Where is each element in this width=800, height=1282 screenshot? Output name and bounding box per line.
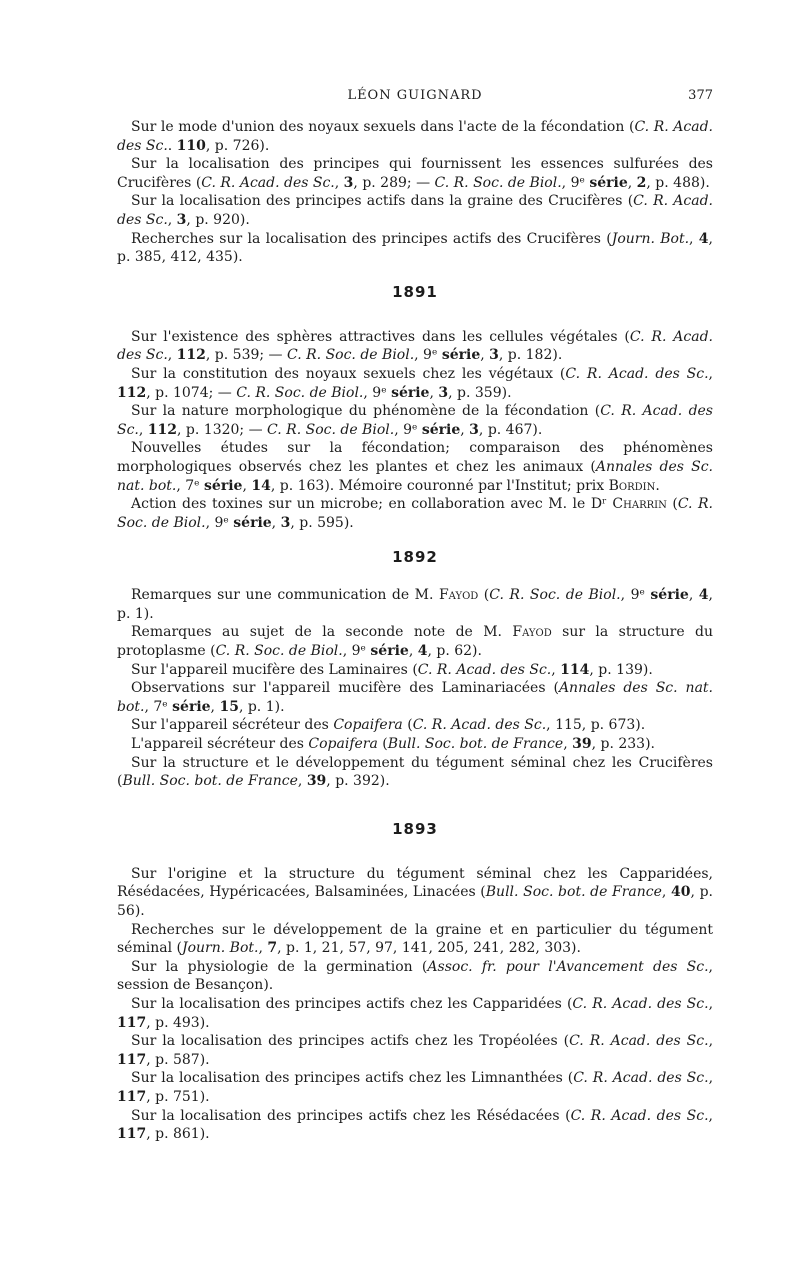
entry-text: ,: [460, 421, 470, 438]
journal-title: Copaifera: [333, 717, 403, 734]
volume-number: 14: [251, 477, 271, 494]
section-1893: [117, 820, 713, 1144]
journal-title: C. R. Acad. des Sc.: [201, 174, 335, 191]
entry-text: , session de Besançon).: [117, 958, 713, 994]
entry-text: , p. 1074; —: [146, 384, 237, 401]
volume-number: 4: [417, 643, 428, 660]
section-1891: [117, 283, 713, 533]
bibliography-entry: [117, 921, 713, 958]
journal-title: C. R. Acad. des Sc.: [565, 365, 709, 382]
volume-number: 7: [267, 940, 278, 957]
journal-title: C. R. Acad. des Sc.: [117, 119, 714, 154]
volume-number: 2: [636, 174, 647, 191]
entry-text: , 9ᵉ: [561, 174, 590, 191]
volume-number: 3: [343, 174, 354, 191]
journal-title: C. R. Acad. des Sc.: [572, 995, 709, 1012]
entry-text: ,: [708, 1033, 714, 1050]
entry-text: ,: [627, 174, 637, 191]
running-head: LÉON GUIGNARD: [347, 88, 483, 103]
entry-text: ,: [167, 211, 177, 228]
volume-number: 117: [117, 1051, 147, 1068]
journal-title: Bull. Soc. bot. de France: [122, 773, 298, 790]
entries-top: [117, 118, 713, 267]
bibliography-entry: [117, 661, 713, 680]
volume-number: 3: [469, 421, 479, 438]
entry-text: , p. 182).: [498, 347, 563, 364]
entry-text: ,: [688, 587, 699, 604]
entry-text: , p. 289; —: [353, 174, 435, 191]
volume-number: 3: [489, 347, 499, 364]
journal-title: C. R. Soc. de Biol.: [267, 421, 395, 438]
bibliography-entry: [117, 586, 713, 623]
bibliography-entry: [117, 230, 713, 267]
volume-number: série: [421, 421, 461, 438]
entry-text: , p. 385, 412, 435).: [117, 230, 713, 266]
journal-title: Annales des Sc. nat. bot.: [117, 458, 713, 494]
volume-number: série: [650, 587, 689, 604]
volume-number: 117: [117, 1126, 147, 1143]
entry-text: ,: [661, 884, 672, 901]
year-heading: 1892: [392, 548, 438, 567]
page-number: 377: [688, 88, 713, 103]
entry-text: , p. 392).: [326, 773, 390, 790]
entry-text: ,: [708, 1070, 714, 1087]
entry-text: (: [377, 736, 388, 753]
entry-text: ,: [689, 230, 699, 247]
bibliography-entry: [117, 754, 713, 791]
journal-title: Annales des Sc. nat. bot.: [117, 680, 713, 715]
entry-text: Sur l'origine et la structure du tégument séminal chez les Capparidées, Résédacées, Hypéricacées, Balsaminées, Linacées (: [117, 865, 713, 901]
journal-title: C. R. Acad. des Sc.: [412, 717, 547, 734]
volume-number: 3: [280, 514, 291, 531]
entry-text: , p. 1320; —: [177, 421, 268, 438]
volume-number: 112: [176, 347, 206, 364]
journal-title: C. R. Soc. de Biol.: [117, 496, 713, 531]
entry-text: sur la structure du protoplasme (: [117, 624, 713, 660]
bibliography-entry: [117, 1032, 713, 1069]
entry-text: ,: [551, 661, 561, 678]
entry-text: , p. 861).: [146, 1126, 210, 1143]
volume-number: 114: [560, 661, 590, 678]
volume-number: 3: [438, 384, 449, 401]
entry-text: , p. 139).: [589, 661, 653, 678]
volume-number: série: [441, 347, 481, 364]
entry-text: ,: [334, 174, 344, 191]
bibliography-entry: [117, 995, 713, 1032]
entry-text: Recherches sur la localisation des principes actifs des Crucifères (: [131, 230, 612, 247]
bibliography-entry: [117, 958, 713, 995]
bibliography-entry: [117, 495, 713, 532]
entry-text: ,: [167, 347, 177, 364]
entry-text: , p. 751).: [146, 1088, 210, 1105]
bibliography-entry: [117, 328, 713, 365]
entry-text: Sur la nature morphologique du phénomène de la fécondation (: [131, 403, 601, 420]
entry-text: Sur la localisation des principes actifs chez les Tropéolées (: [131, 1033, 570, 1050]
volume-number: 4: [698, 587, 709, 604]
entry-text: , 9ᵉ: [620, 587, 651, 604]
bibliography-entry: [117, 1069, 713, 1106]
journal-title: C. R. Soc. de Biol.: [236, 384, 364, 401]
entry-text: Sur la localisation des principes qui fournissent les essences sulfurées des Crucifères (: [117, 156, 713, 191]
entry-text: , 9ᵉ: [394, 421, 422, 438]
entry-text: , p. 467).: [478, 421, 543, 438]
section-1892: [117, 548, 713, 791]
entry-text: , p. 1).: [117, 587, 713, 622]
entry-text: , p. 359).: [448, 384, 512, 401]
volume-number: 39: [572, 736, 592, 753]
journal-title: Copaifera: [308, 736, 378, 753]
bibliography-entry: [117, 679, 713, 716]
volume-number: 112: [117, 384, 147, 401]
journal-title: Journ. Bot.: [181, 940, 259, 957]
volume-number: 4: [698, 230, 709, 247]
entry-text: (: [402, 717, 413, 734]
bibliography-entry: [117, 1107, 713, 1144]
entry-text: Sur le mode d'union des noyaux sexuels dans l'acte de la fécondation (: [131, 119, 635, 135]
entry-text: , p. 62).: [427, 643, 482, 660]
entry-text: Remarques sur une communication de M.: [131, 587, 439, 604]
volume-number: série: [391, 384, 430, 401]
author-name: Fayod: [438, 587, 479, 604]
volume-number: 40: [671, 884, 691, 901]
entry-text: Sur la localisation des principes actifs chez les Résédacées (: [131, 1107, 571, 1124]
entry-text: , 9ᵉ: [363, 384, 392, 401]
bibliography-entry: [117, 716, 713, 735]
entry-text: , p. 920).: [186, 211, 250, 228]
journal-title: C. R. Acad. des Sc.: [573, 1070, 709, 1087]
volume-number: 117: [117, 1088, 147, 1105]
entry-text: Sur la physiologie de la germination (: [131, 958, 428, 975]
journal-title: C. R. Soc. de Biol.: [489, 587, 621, 604]
entry-text: ,: [408, 643, 418, 660]
entry-text: (: [478, 587, 490, 604]
entry-text: , p. 493).: [146, 1014, 210, 1031]
entry-text: Sur l'existence des sphères attractives dans les cellules végétales (: [131, 328, 630, 345]
entry-text: Observations sur l'appareil mucifère des Laminariacées (: [131, 680, 559, 697]
entry-text: Nouvelles études sur la fécondation; comparaison des phénomènes morphologiques observés chez les plantes et chez les animaux (: [117, 440, 713, 475]
entry-text: , p. 539; —: [205, 347, 288, 364]
bibliography-entry: [117, 402, 713, 439]
entry-text: Sur la localisation des principes actifs dans la graine des Crucifères (: [131, 193, 634, 210]
entry-text: Sur la localisation des principes actifs chez les Limnanthées (: [131, 1070, 574, 1087]
bibliography-entry: [117, 865, 713, 921]
entry-text: Recherches sur le développement de la graine et en particulier du tégument séminal (: [117, 921, 713, 957]
entry-text: , 9ᵉ: [414, 347, 442, 364]
entry-text: ,: [297, 773, 307, 790]
volume-number: 15: [219, 698, 239, 715]
bibliography-entry: [117, 118, 713, 155]
author-name: Fayod: [512, 624, 552, 641]
year-heading: 1893: [392, 819, 438, 838]
entry-text: , p. 488).: [646, 174, 710, 191]
bibliography-entry: [117, 439, 713, 495]
journal-title: C. R. Acad. des Sc.: [417, 661, 552, 678]
bibliography-entry: [117, 155, 713, 192]
entry-text: , p. 1).: [238, 698, 285, 715]
entry-text: , 115, p. 673).: [546, 717, 646, 734]
entry-text: , 7ᵉ: [144, 698, 173, 715]
entry-text: ,: [242, 477, 252, 494]
entry-text: ,: [563, 736, 573, 753]
bibliography-entry: [117, 735, 713, 754]
author-name: Charrin: [612, 496, 667, 513]
volume-number: 39: [306, 773, 327, 790]
entry-text: , p. 726).: [205, 137, 270, 154]
entry-text: , p. 595).: [290, 514, 354, 531]
page-header: [117, 88, 713, 108]
entry-text: ,: [480, 347, 490, 364]
volume-number: série: [172, 698, 211, 715]
entry-text: Sur l'appareil mucifère des Laminaires (: [131, 661, 418, 678]
volume-number: série: [589, 174, 628, 191]
volume-number: 112: [147, 421, 178, 438]
journal-title: C. R. Soc. de Biol.: [215, 643, 343, 660]
journal-title: Assoc. fr. pour l'Avancement des Sc.: [427, 958, 709, 975]
journal-title: Journ. Bot.: [611, 230, 690, 247]
entry-text: ,: [429, 384, 439, 401]
journal-title: C. R. Acad. des Sc.: [117, 403, 713, 438]
entry-text: ,: [210, 698, 220, 715]
entry-text: ,: [708, 1107, 713, 1124]
volume-number: série: [204, 477, 243, 494]
volume-number: 3: [176, 211, 187, 228]
entry-text: , 7ᵉ: [176, 477, 205, 494]
journal-title: Bull. Soc. bot. de France: [387, 736, 564, 753]
entry-text: (: [666, 496, 678, 513]
entry-text: Sur la constitution des noyaux sexuels chez les végétaux (: [131, 365, 566, 382]
entry-text: , 9ᵉ: [342, 643, 371, 660]
volume-number: 110: [176, 137, 206, 154]
entry-text: .: [167, 137, 177, 154]
entry-text: Sur l'appareil sécréteur des: [131, 717, 334, 734]
bibliography: [117, 118, 713, 1144]
entry-text: L'appareil sécréteur des: [131, 736, 309, 753]
entry-text: ,: [708, 995, 714, 1012]
volume-number: série: [233, 514, 272, 531]
entry-text: , p. 587).: [146, 1051, 210, 1068]
entry-text: ,: [271, 514, 281, 531]
journal-title: Bull. Soc. bot. de France: [485, 884, 662, 901]
entry-text: Action des toxines sur un microbe; en collaboration avec M. le Dʳ: [131, 496, 613, 513]
journal-title: C. R. Soc. de Biol.: [287, 347, 415, 364]
journal-title: C. R. Soc. de Biol.: [434, 174, 562, 191]
bibliography-entry: [117, 365, 713, 402]
entry-text: , p. 1, 21, 57, 97, 141, 205, 241, 282, 303).: [277, 940, 581, 957]
entry-text: , p. 56).: [117, 884, 713, 919]
entry-text: .: [655, 477, 660, 494]
entry-text: ,: [708, 365, 713, 382]
entry-text: ,: [258, 940, 268, 957]
journal-title: C. R. Acad. des Sc.: [117, 328, 714, 364]
year-heading: 1891: [392, 282, 438, 301]
entry-text: , 9ᵉ: [205, 514, 234, 531]
entry-text: Remarques au sujet de la seconde note de M.: [131, 624, 513, 641]
entry-text: , p. 233).: [591, 736, 655, 753]
journal-title: C. R. Acad. des Sc.: [569, 1033, 709, 1050]
entry-text: ,: [138, 421, 148, 438]
entry-text: Sur la structure et le développement du tégument séminal chez les Crucifères (: [117, 754, 713, 790]
author-name: Bordin: [608, 477, 656, 494]
bibliography-entry: [117, 623, 713, 660]
entry-text: Sur la localisation des principes actifs chez les Capparidées (: [131, 995, 573, 1012]
volume-number: 117: [117, 1014, 147, 1031]
bibliography-entry: [117, 192, 713, 229]
volume-number: série: [370, 643, 409, 660]
journal-title: C. R. Acad. des Sc.: [570, 1107, 709, 1124]
journal-title: C. R. Acad. des Sc.: [117, 193, 713, 228]
entry-text: , p. 163). Mémoire couronné par l'Institut; prix: [270, 477, 609, 494]
